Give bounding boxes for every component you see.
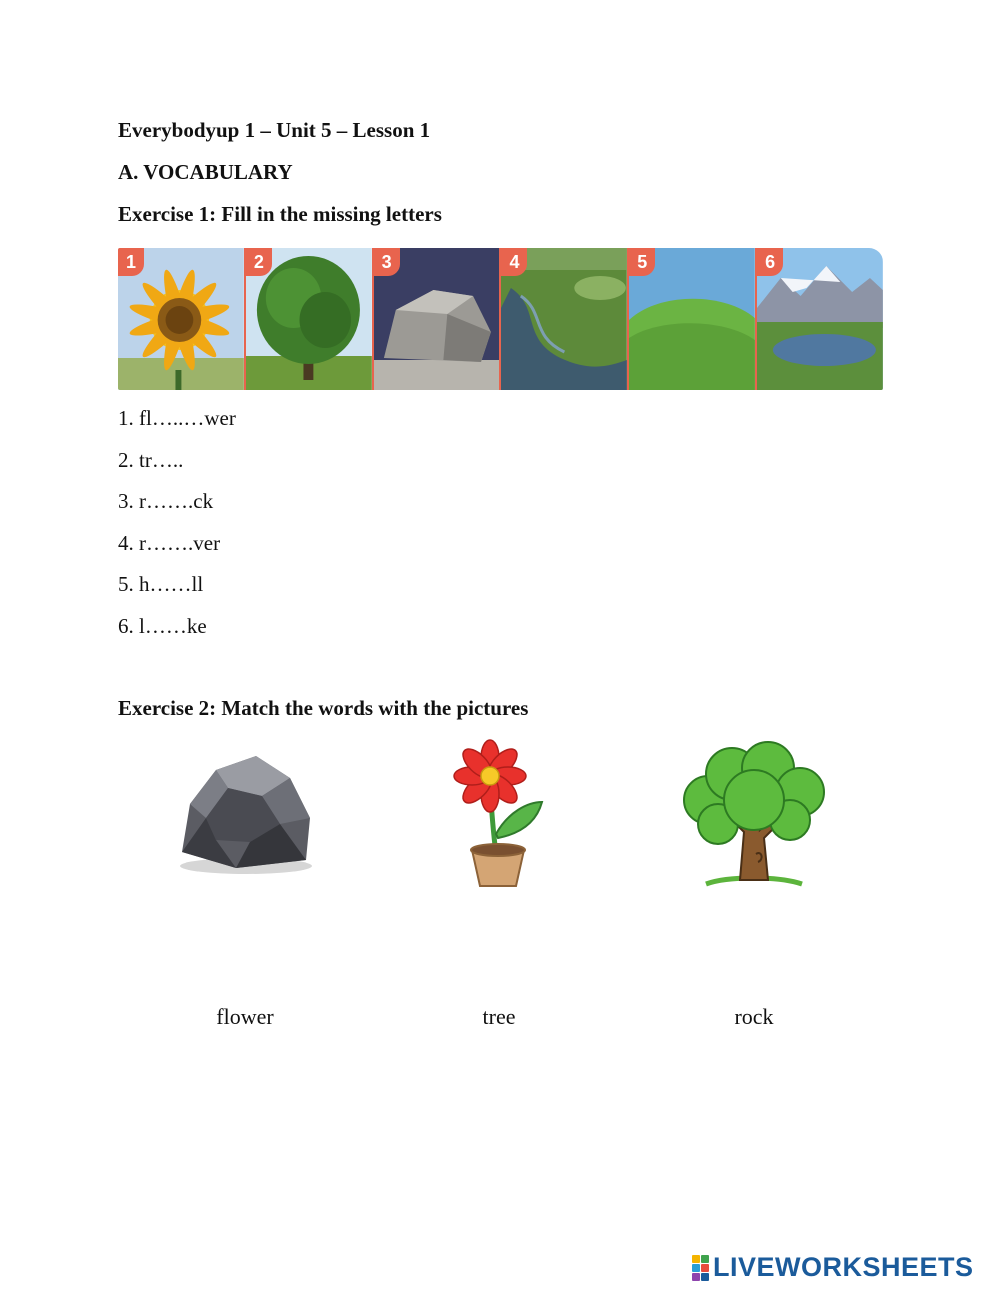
worksheet-title: Everybodyup 1 – Unit 5 – Lesson 1	[118, 118, 431, 142]
panel-number-1: 1	[118, 248, 144, 276]
panel-number-5: 5	[629, 248, 655, 276]
river-photo	[501, 248, 629, 390]
fill-in-item-1[interactable]: 1. fl…..…wer	[118, 406, 236, 430]
word-tree[interactable]: tree	[482, 1004, 516, 1029]
word-rock[interactable]: rock	[734, 1004, 774, 1029]
logo-mark-icon	[692, 1255, 709, 1281]
fill-in-item-3[interactable]: 3. r…….ck	[118, 489, 214, 513]
exercise-1-heading: Exercise 1: Fill in the missing letters	[118, 202, 442, 226]
hill-photo	[629, 248, 757, 390]
vocabulary-photo-strip	[118, 248, 883, 390]
liveworksheets-logo	[692, 1252, 974, 1283]
fill-in-list	[118, 405, 236, 654]
panel-number-2: 2	[246, 248, 272, 276]
fill-in-item-5[interactable]: 5. h……ll	[118, 572, 204, 596]
sunflower-photo	[118, 248, 246, 390]
fill-in-item-6[interactable]: 6. l……ke	[118, 613, 207, 638]
panel-number-4: 4	[501, 248, 527, 276]
section-heading: A. VOCABULARY	[118, 160, 293, 184]
logo-text: LIVEWORKSHEETS	[713, 1252, 974, 1282]
exercise-2-heading: Exercise 2: Match the words with the pictures	[118, 696, 529, 720]
tree-picture[interactable]	[678, 740, 830, 890]
panel-number-3: 3	[374, 248, 400, 276]
flower-picture[interactable]	[452, 738, 548, 890]
fill-in-item-2[interactable]: 2. tr…..	[118, 447, 184, 472]
lake-photo	[757, 248, 883, 390]
panel-number-6: 6	[757, 248, 783, 276]
fill-in-item-4[interactable]: 4. r…….ver	[118, 530, 221, 555]
word-flower[interactable]: flower	[216, 1004, 274, 1029]
tree-photo	[246, 248, 374, 390]
rock-photo	[374, 248, 502, 390]
rock-picture[interactable]	[176, 748, 314, 878]
